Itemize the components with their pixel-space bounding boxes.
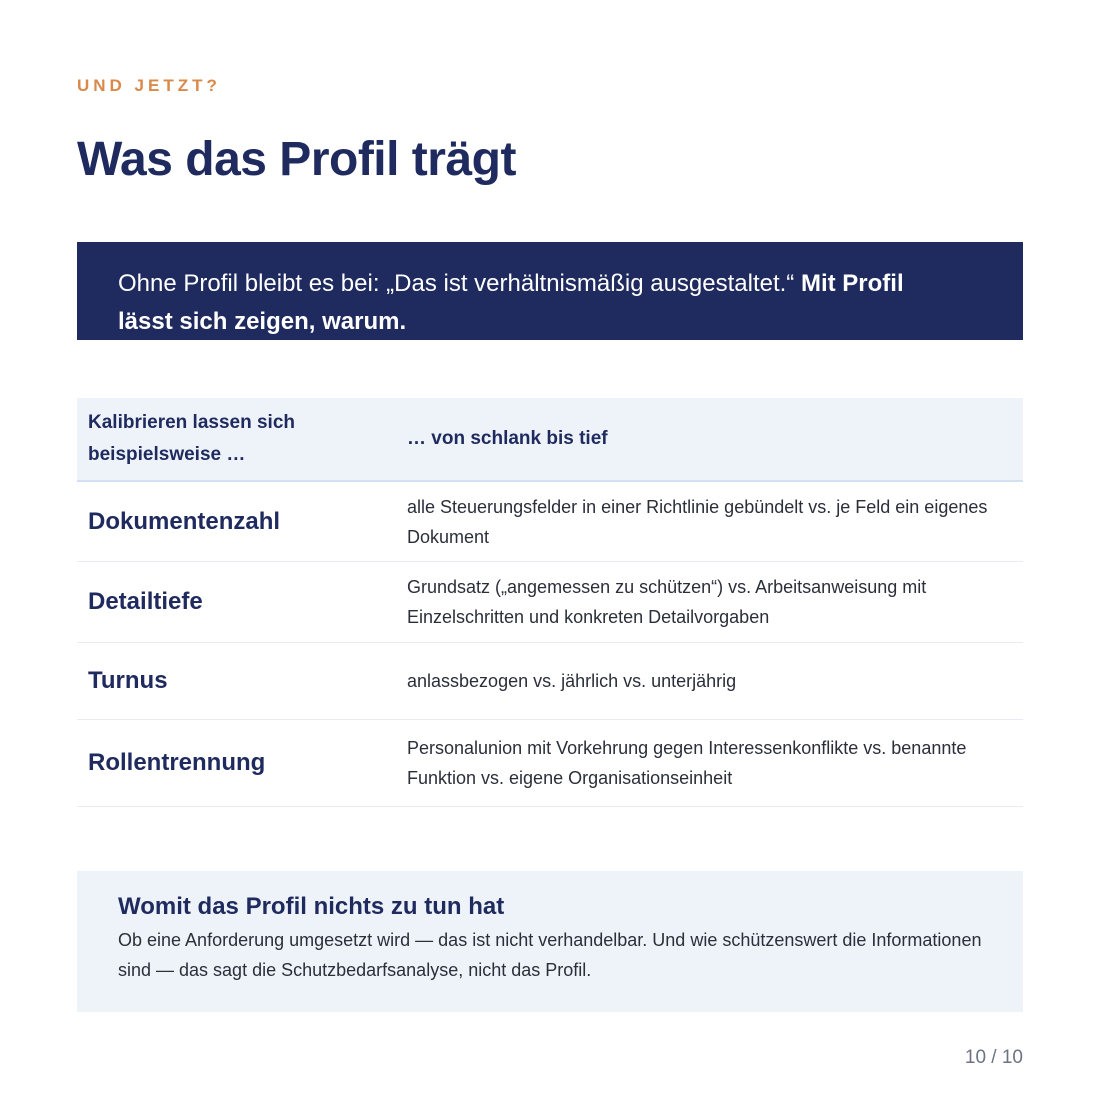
note-text: Ob eine Anforderung umgesetzt wird — das ist nicht verhandelbar. Und wie schützenswert die Informationen sind — das sagt die Schutzbedarfsanalyse, nicht das Profil. xyxy=(118,930,982,980)
callout-emphasis-2: lässt sich zeigen, warum. xyxy=(118,308,407,335)
table-header-col-1: Kalibrieren lassen sich beispielsweise … xyxy=(88,412,295,465)
row-value: Personalunion mit Vorkehrung gegen Interessenkonflikte vs. benannte Funktion vs. eigene Organisationseinheit xyxy=(407,738,967,788)
table-row xyxy=(77,720,1023,807)
callout-box xyxy=(77,242,1023,340)
table-header-col-2: … von schlank bis tief xyxy=(407,428,608,449)
section-eyebrow: UND JETZT? xyxy=(77,76,221,95)
table-row xyxy=(77,562,1023,643)
table-row xyxy=(77,643,1023,720)
row-label: Detailtiefe xyxy=(88,588,203,615)
row-label: Rollentrennung xyxy=(88,749,266,776)
row-value: alle Steuerungsfelder in einer Richtlinie gebündelt vs. je Feld ein eigenes Dokument xyxy=(407,496,988,547)
note-box xyxy=(77,871,1023,1012)
row-label: Dokumentenzahl xyxy=(88,507,281,535)
calibration-table xyxy=(77,398,1023,807)
page-number: 10 / 10 xyxy=(964,1047,1023,1068)
row-value: Grundsatz („angemessen zu schützen“) vs. Arbeitsanweisung mit Einzelschritten und konkreten Detailvorgaben xyxy=(407,577,927,627)
table-header xyxy=(77,398,1023,482)
callout-emphasis-1: Mit Profil xyxy=(800,270,904,297)
table-row xyxy=(77,482,1023,562)
page-title: Was das Profil trägt xyxy=(77,133,516,186)
row-label: Turnus xyxy=(88,667,168,694)
callout-text: Ohne Profil bleibt es bei: „Das ist verhältnismäßig ausgestaltet.“ xyxy=(118,270,801,297)
note-title: Womit das Profil nichts zu tun hat xyxy=(118,893,505,920)
row-value: anlassbezogen vs. jährlich vs. unterjährig xyxy=(407,671,737,691)
